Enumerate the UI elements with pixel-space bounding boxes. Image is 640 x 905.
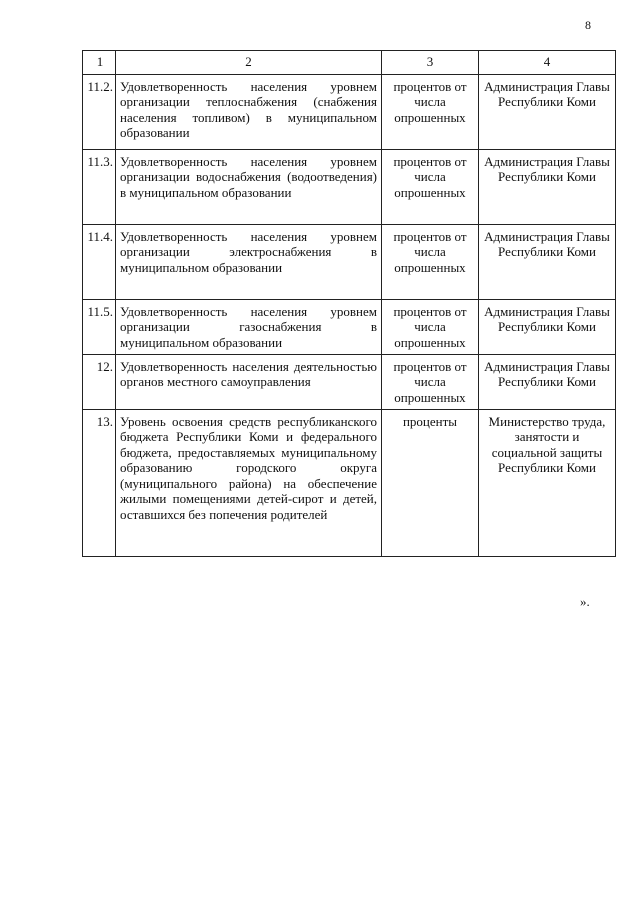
row-organization: Министерство труда, занятости и социальной защиты Республики Коми <box>479 409 616 556</box>
row-unit: проценты <box>382 409 479 556</box>
table-row <box>83 409 616 556</box>
row-unit: процентов от числа опрошенных <box>382 354 479 409</box>
row-organization: Администрация Главы Республики Коми <box>479 299 616 354</box>
row-description: Уровень освоения средств республиканского бюджета Республики Коми и федерального бюджета, предоставляемых муниципальному образованию городского округа (муниципального района) на обеспечение жилыми помещениями детей-сирот и детей, оставшихся без попечения родителей <box>116 409 382 556</box>
header-col-2: 2 <box>116 51 382 75</box>
row-description: Удовлетворенность населения уровнем организации водоснабжения (водоотведения) в муниципальном образовании <box>116 149 382 224</box>
row-unit: процентов от числа опрошенных <box>382 299 479 354</box>
page-number: 8 <box>585 18 591 32</box>
row-organization: Администрация Главы Республики Коми <box>479 74 616 149</box>
table-row <box>83 299 616 354</box>
row-number: 11.4. <box>83 224 116 299</box>
row-organization: Администрация Главы Республики Коми <box>479 224 616 299</box>
row-description: Удовлетворенность населения уровнем организации газоснабжения в муниципальном образовании <box>116 299 382 354</box>
row-unit: процентов от числа опрошенных <box>382 224 479 299</box>
row-description: Удовлетворенность населения уровнем организации теплоснабжения (снабжения населения топливом) в муниципальном образовании <box>116 74 382 149</box>
table-row <box>83 149 616 224</box>
header-col-1: 1 <box>83 51 116 75</box>
table-row <box>83 74 616 149</box>
header-col-4: 4 <box>479 51 616 75</box>
row-unit: процентов от числа опрошенных <box>382 149 479 224</box>
row-number: 13. <box>83 409 116 556</box>
row-number: 11.5. <box>83 299 116 354</box>
row-description: Удовлетворенность населения деятельностью органов местного самоуправления <box>116 354 382 409</box>
row-number: 11.3. <box>83 149 116 224</box>
closing-quote-mark: ». <box>580 594 590 609</box>
header-col-3: 3 <box>382 51 479 75</box>
table-header-row <box>83 51 616 75</box>
indicators-table <box>82 50 616 557</box>
row-organization: Администрация Главы Республики Коми <box>479 149 616 224</box>
table-row <box>83 354 616 409</box>
row-number: 11.2. <box>83 74 116 149</box>
table-row <box>83 224 616 299</box>
row-number: 12. <box>83 354 116 409</box>
row-organization: Администрация Главы Республики Коми <box>479 354 616 409</box>
row-description: Удовлетворенность населения уровнем организации электроснабжения в муниципальном образовании <box>116 224 382 299</box>
row-unit: процентов от числа опрошенных <box>382 74 479 149</box>
